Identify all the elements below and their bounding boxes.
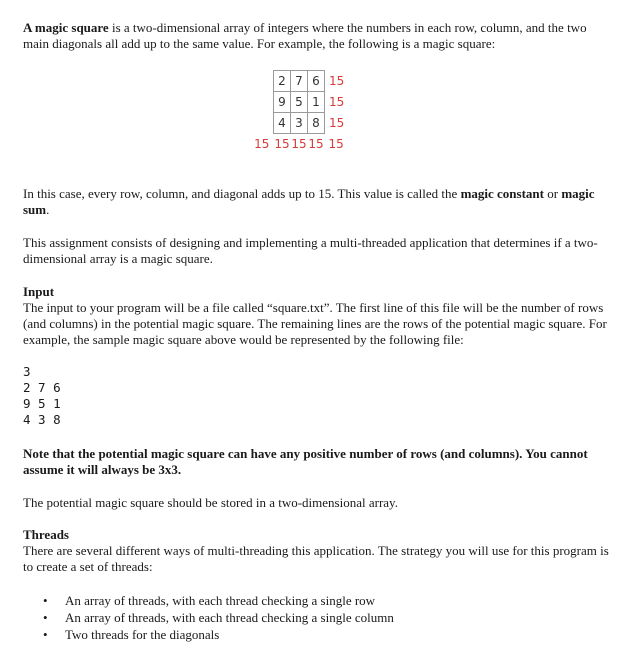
intro-text: is a two-dimensional array of integers where the numbers in each row, column, and the two main diagonals all add up to the same value. For example, the following is a magic square: [23, 20, 587, 51]
list-item: • An array of threads, with each thread checking a single column [43, 609, 394, 626]
magic-constant-term: magic constant [460, 186, 544, 201]
file-line: 4 3 8 [23, 412, 61, 427]
square-cell: 4 [274, 113, 291, 134]
diagonal-sum: 15 [328, 136, 344, 151]
row-sum: 15 [329, 74, 345, 88]
file-line: 9 5 1 [23, 396, 61, 411]
column-sums-row [250, 134, 353, 155]
square-cell: 8 [308, 113, 325, 134]
column-sum: 15 [274, 137, 290, 151]
square-cell: 3 [291, 113, 308, 134]
threads-list [43, 592, 394, 643]
column-sum: 15 [308, 137, 324, 151]
column-sum: 15 [291, 137, 307, 151]
sample-file-block [23, 364, 61, 428]
note-paragraph: Note that the potential magic square can have any positive number of rows (and columns). You cannot assume it will always be 3x3. [23, 446, 588, 477]
square-row [250, 92, 353, 113]
list-item: • An array of threads, with each thread checking a single row [43, 592, 394, 609]
magic-square-example [250, 70, 353, 154]
case-text: or [543, 186, 562, 201]
file-line: 2 7 6 [23, 380, 61, 395]
square-cell: 9 [274, 92, 291, 113]
magic-constant-paragraph [23, 186, 613, 218]
square-cell: 2 [274, 71, 291, 92]
case-text: . [46, 202, 50, 217]
square-cell: 6 [308, 71, 325, 92]
assignment-paragraph: This assignment consists of designing and implementing a multi-threaded application that determines if a two-dimensional array is a magic square. [23, 235, 598, 266]
input-paragraph: The input to your program will be a file called “square.txt”. The first line of this file will be the number of rows (and columns) in the potential magic square. The remaining lines are the rows of the potential magic square. For example, the sample magic square above would be represented by the following file: [23, 300, 607, 347]
storage-paragraph: The potential magic square should be stored in a two-dimensional array. [23, 495, 398, 510]
intro-paragraph [23, 20, 613, 52]
case-text: In this case, every row, column, and diagonal adds up to 15. This value is called the [23, 186, 461, 201]
row-sum: 15 [329, 116, 345, 130]
square-row [250, 113, 353, 134]
magic-sum-term: magic sum [23, 186, 595, 217]
diagonal-sum: 15 [254, 136, 270, 151]
threads-heading: Threads [23, 527, 69, 542]
square-cell: 5 [291, 92, 308, 113]
square-row [250, 71, 353, 92]
row-sum: 15 [329, 95, 345, 109]
list-item: • Two threads for the diagonals [43, 626, 394, 643]
magic-square-term: A magic square [23, 20, 109, 35]
input-heading: Input [23, 284, 55, 299]
threads-paragraph: There are several different ways of multi-threading this application. The strategy you will use for this program is to create a set of threads: [23, 543, 609, 574]
square-cell: 7 [291, 71, 308, 92]
square-cell: 1 [308, 92, 325, 113]
file-line: 3 [23, 364, 31, 379]
magic-square-table [250, 70, 353, 154]
